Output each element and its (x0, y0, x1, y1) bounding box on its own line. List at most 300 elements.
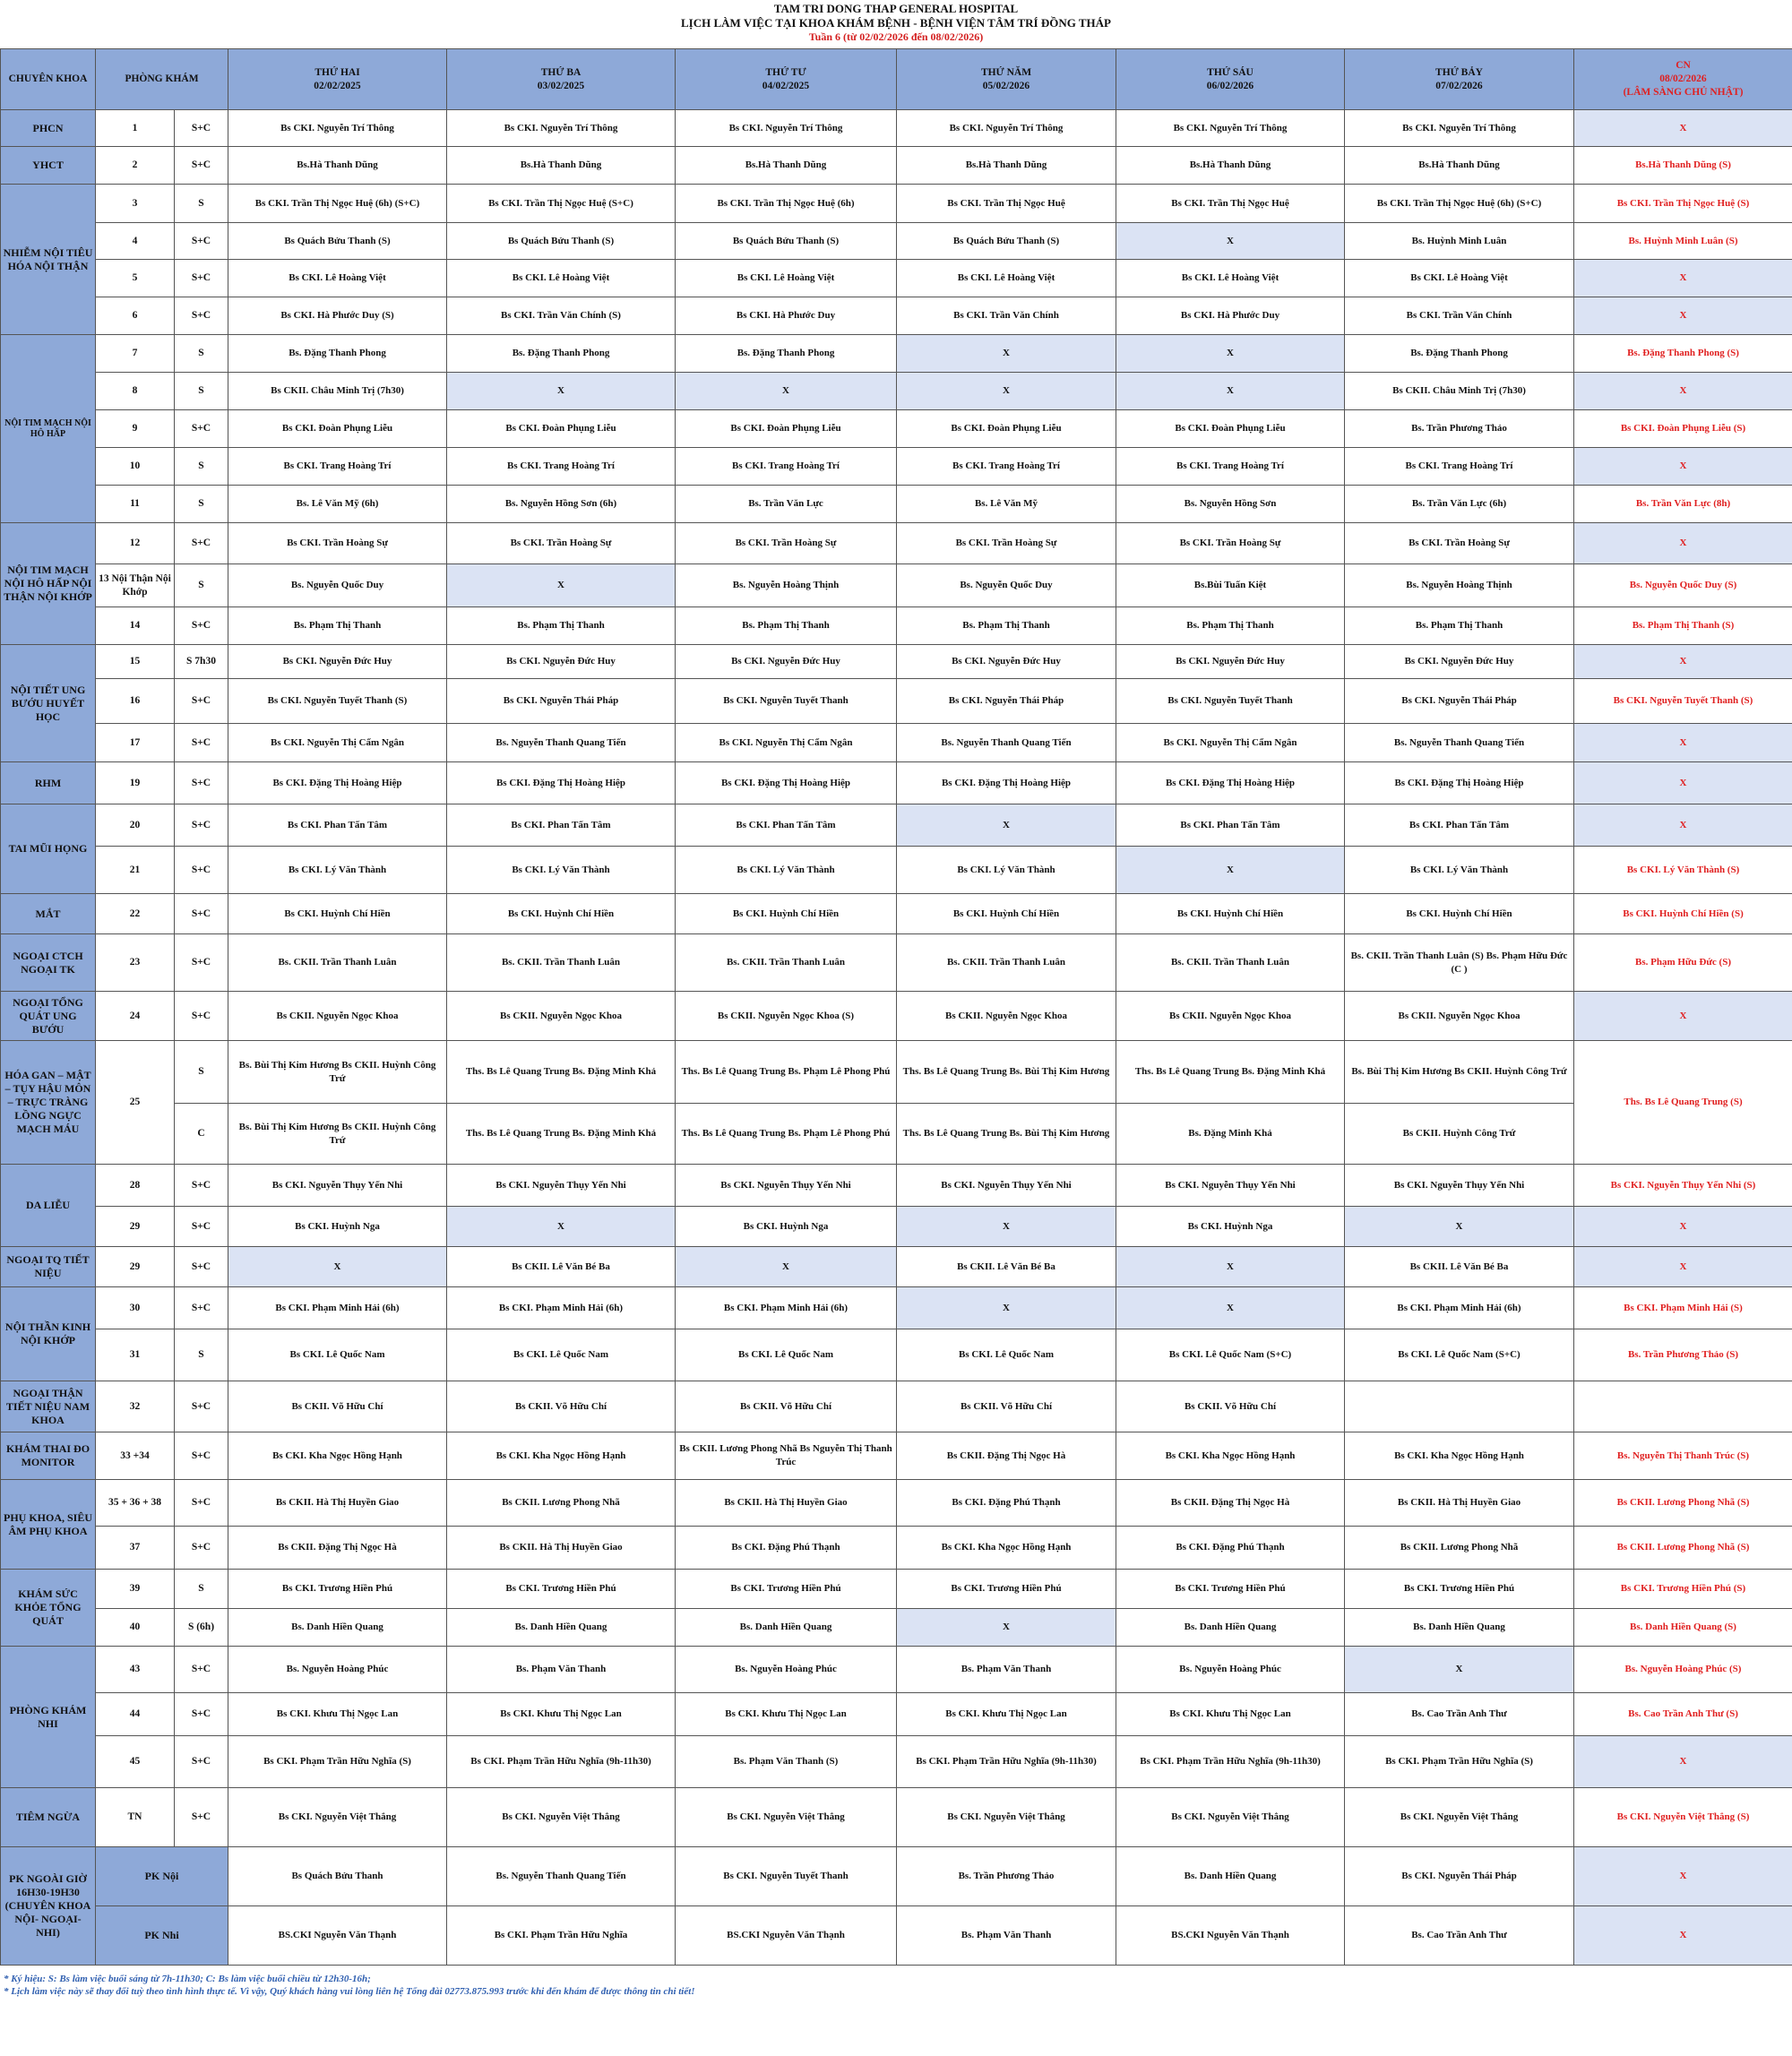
day-cell: BS.CKI Nguyễn Văn Thạnh (676, 1906, 897, 1966)
room-cell: 43 (96, 1647, 175, 1693)
day-cell: Bs CKI. Phan Tấn Tâm (1116, 804, 1345, 847)
session-cell: S+C (175, 523, 228, 564)
day-cell: Bs CKII. Hà Thị Huyền Giao (676, 1480, 897, 1527)
sunday-cell: X (1574, 110, 1792, 147)
day-cell: Bs CKII. Lương Phong Nhã Bs Nguyễn Thị Thanh Trúc (676, 1432, 897, 1480)
day-cell: Bs CKI. Hà Phước Duy (S) (228, 297, 447, 335)
specialty-cell: PHỤ KHOA, SIÊU ÂM PHỤ KHOA (1, 1480, 96, 1570)
day-cell: Bs CKII. Nguyễn Ngọc Khoa (1345, 992, 1574, 1041)
table-row (1, 607, 1792, 645)
day-cell: Bs CKI. Trần Văn Chính (897, 297, 1116, 335)
sunday-cell: Bs. Cao Trần Anh Thư (S) (1574, 1693, 1792, 1736)
day-cell: Bs. Bùi Thị Kim Hương Bs CKII. Huỳnh Công Trứ (1345, 1041, 1574, 1104)
day-cell: Bs CKI. Nguyễn Thái Pháp (447, 679, 676, 724)
day-cell: Bs. Phạm Văn Thanh (897, 1906, 1116, 1966)
sunday-cell: X (1574, 1247, 1792, 1287)
room-cell: 3 (96, 185, 175, 223)
day-cell: Bs. Phạm Thị Thanh (1116, 607, 1345, 645)
sunday-cell: Bs.Hà Thanh Dũng (S) (1574, 147, 1792, 185)
day-cell: Bs CKI. Trần Hoàng Sự (1116, 523, 1345, 564)
sunday-cell: Bs. Trần Phương Thảo (S) (1574, 1329, 1792, 1381)
sunday-cell: X (1574, 645, 1792, 679)
schedule-body (1, 110, 1792, 1966)
col-day: THỨ BA 03/02/2025 (447, 49, 676, 110)
day-cell: BS.CKI Nguyễn Văn Thạnh (1116, 1906, 1345, 1966)
table-row (1, 564, 1792, 607)
day-cell: Bs CKI. Trần Văn Chính (S) (447, 297, 676, 335)
day-cell: Bs. CKII. Trần Thanh Luân (897, 934, 1116, 992)
room-cell: 40 (96, 1609, 175, 1647)
sunday-cell: Bs. Phạm Thị Thanh (S) (1574, 607, 1792, 645)
day-cell: Bs. Đặng Thanh Phong (1345, 335, 1574, 373)
table-row (1, 1609, 1792, 1647)
day-cell: Bs CKI. Lê Hoàng Việt (447, 260, 676, 297)
table-row (1, 1647, 1792, 1693)
table-row (1, 110, 1792, 147)
day-cell: Bs CKI. Huỳnh Chí Hiền (228, 894, 447, 934)
table-row (1, 1847, 1792, 1906)
room-cell: 4 (96, 223, 175, 260)
day-cell: Bs CKI. Đặng Phú Thạnh (1116, 1527, 1345, 1570)
room-cell: 7 (96, 335, 175, 373)
day-cell: Bs CKI. Lê Quốc Nam (S+C) (1345, 1329, 1574, 1381)
sunday-cell: Bs CKI. Trương Hiền Phú (S) (1574, 1570, 1792, 1609)
room-cell: 21 (96, 847, 175, 894)
day-cell: Bs CKII. Huỳnh Công Trứ (1345, 1104, 1574, 1165)
day-cell: Bs Quách Bửu Thanh (228, 1847, 447, 1906)
day-cell: Bs CKI. Lý Văn Thành (676, 847, 897, 894)
day-cell: X (1116, 223, 1345, 260)
day-cell: Bs CKI. Hà Phước Duy (676, 297, 897, 335)
room-cell: 25 (96, 1041, 175, 1165)
session-cell: S (175, 335, 228, 373)
day-cell: Bs CKI. Nguyễn Tuyết Thanh (1116, 679, 1345, 724)
day-cell: Bs CKI. Phan Tấn Tâm (447, 804, 676, 847)
day-cell: Bs CKI. Nguyễn Việt Thắng (228, 1788, 447, 1847)
specialty-cell: PHÒNG KHÁM NHI (1, 1647, 96, 1788)
sunday-cell: X (1574, 1207, 1792, 1247)
table-row (1, 335, 1792, 373)
session-cell: S+C (175, 1788, 228, 1847)
sunday-cell: X (1574, 1847, 1792, 1906)
sunday-cell: Bs. Trần Văn Lực (8h) (1574, 486, 1792, 523)
room-cell: 22 (96, 894, 175, 934)
session-cell: S+C (175, 804, 228, 847)
day-cell: Bs CKII. Lương Phong Nhã (1345, 1527, 1574, 1570)
day-cell: Bs CKII. Đặng Thị Ngọc Hà (1116, 1480, 1345, 1527)
day-cell: Bs CKII. Hà Thị Huyền Giao (228, 1480, 447, 1527)
day-cell: Bs CKI. Huỳnh Nga (228, 1207, 447, 1247)
day-cell: X (897, 373, 1116, 410)
day-cell: Bs CKI. Đoàn Phụng Liễu (1116, 410, 1345, 448)
col-day: THỨ SÁU 06/02/2026 (1116, 49, 1345, 110)
day-cell: Bs CKI. Lê Quốc Nam (S+C) (1116, 1329, 1345, 1381)
sunday-cell: Bs CKI. Phạm Minh Hải (S) (1574, 1287, 1792, 1329)
day-cell: Bs CKI. Khưu Thị Ngọc Lan (1116, 1693, 1345, 1736)
day-cell: X (676, 373, 897, 410)
specialty-cell: NGOẠI THẬN TIẾT NIỆU NAM KHOA (1, 1381, 96, 1432)
day-cell: Bs CKI. Nguyễn Đức Huy (676, 645, 897, 679)
sunday-cell: Bs CKI. Nguyễn Việt Thắng (S) (1574, 1788, 1792, 1847)
day-cell: Bs CKI. Kha Ngọc Hồng Hạnh (228, 1432, 447, 1480)
day-cell: Bs CKI. Trần Thị Ngọc Huệ (6h) (676, 185, 897, 223)
day-cell: Bs CKI. Đặng Thị Hoàng Hiệp (1345, 762, 1574, 804)
session-cell: S (175, 564, 228, 607)
room-cell: PK Nội (96, 1847, 228, 1906)
session-cell: S+C (175, 1287, 228, 1329)
table-row (1, 448, 1792, 486)
room-cell: 29 (96, 1247, 175, 1287)
col-room: PHÒNG KHÁM (96, 49, 228, 110)
specialty-cell: NHIỄM NỘI TIÊU HÓA NỘI THẬN (1, 185, 96, 335)
sunday-cell: Bs. Đặng Thanh Phong (S) (1574, 335, 1792, 373)
day-cell: Bs CKI. Phạm Trần Hữu Nghĩa (9h-11h30) (447, 1736, 676, 1788)
day-cell: Bs CKI. Nguyễn Thụy Yến Nhi (1345, 1165, 1574, 1207)
day-cell: Bs CKII. Nguyễn Ngọc Khoa (447, 992, 676, 1041)
session-cell: S+C (175, 847, 228, 894)
day-cell: Bs CKI. Lê Hoàng Việt (228, 260, 447, 297)
session-cell: S+C (175, 1693, 228, 1736)
day-cell: Bs CKI. Nguyễn Trí Thông (676, 110, 897, 147)
col-sunday: CN 08/02/2026 (LÂM SÀNG CHỦ NHẬT) (1574, 49, 1792, 110)
room-cell: 1 (96, 110, 175, 147)
day-cell: Bs CKI. Khưu Thị Ngọc Lan (897, 1693, 1116, 1736)
day-cell: Bs CKI. Đặng Thị Hoàng Hiệp (897, 762, 1116, 804)
table-row (1, 1788, 1792, 1847)
room-cell: 6 (96, 297, 175, 335)
day-cell: Bs CKI. Trần Văn Chính (1345, 297, 1574, 335)
specialty-cell: TAI MŨI HỌNG (1, 804, 96, 894)
day-cell: Bs CKII. Lê Văn Bé Ba (897, 1247, 1116, 1287)
specialty-cell: DA LIỄU (1, 1165, 96, 1247)
day-cell: Bs CKI. Nguyễn Tuyết Thanh (676, 1847, 897, 1906)
day-cell: Bs CKI. Trang Hoàng Trí (676, 448, 897, 486)
day-cell: Bs CKI. Nguyễn Thụy Yến Nhi (228, 1165, 447, 1207)
session-cell: S+C (175, 1247, 228, 1287)
session-cell: C (175, 1104, 228, 1165)
session-cell: S+C (175, 724, 228, 762)
col-day: THỨ BẢY 07/02/2026 (1345, 49, 1574, 110)
table-row (1, 1432, 1792, 1480)
day-cell: Bs CKI. Trần Hoàng Sự (1345, 523, 1574, 564)
day-cell: Bs CKI. Lê Hoàng Việt (897, 260, 1116, 297)
day-cell: Bs. Đặng Thanh Phong (228, 335, 447, 373)
table-row (1, 992, 1792, 1041)
day-cell: Bs. Phạm Văn Thanh (447, 1647, 676, 1693)
day-cell: Bs.Hà Thanh Dũng (228, 147, 447, 185)
day-cell: Bs CKI. Đoàn Phụng Liễu (228, 410, 447, 448)
room-cell: 10 (96, 448, 175, 486)
day-cell: Bs CKI. Nguyễn Trí Thông (1345, 110, 1574, 147)
sunday-cell: Bs CKII. Lương Phong Nhã (S) (1574, 1527, 1792, 1570)
day-cell: Bs CKI. Đoàn Phụng Liễu (897, 410, 1116, 448)
day-cell: Bs. Lê Văn Mỹ (897, 486, 1116, 523)
day-cell: Bs CKI. Phan Tấn Tâm (1345, 804, 1574, 847)
day-cell: X (897, 335, 1116, 373)
day-cell: Bs CKI. Trương Hiền Phú (447, 1570, 676, 1609)
specialty-cell: KHÁM THAI ĐO MONITOR (1, 1432, 96, 1480)
day-cell: Bs CKI. Trang Hoàng Trí (228, 448, 447, 486)
day-cell: Bs CKI. Đặng Phú Thạnh (897, 1480, 1116, 1527)
day-cell: Bs CKI. Lê Hoàng Việt (1116, 260, 1345, 297)
day-cell: Bs. Trần Phương Thảo (897, 1847, 1116, 1906)
col-day: THỨ HAI 02/02/2025 (228, 49, 447, 110)
day-cell: Bs CKI. Trần Thị Ngọc Huệ (S+C) (447, 185, 676, 223)
day-cell: Bs CKI. Huỳnh Nga (676, 1207, 897, 1247)
day-cell: Ths. Bs Lê Quang Trung Bs. Đặng Minh Khả (447, 1041, 676, 1104)
day-cell: Bs CKII. Lương Phong Nhã (447, 1480, 676, 1527)
room-cell: 29 (96, 1207, 175, 1247)
day-cell: Bs CKII. Võ Hữu Chí (447, 1381, 676, 1432)
session-cell: S+C (175, 762, 228, 804)
day-cell: Bs. Nguyễn Quốc Duy (897, 564, 1116, 607)
day-cell: Bs. CKII. Trần Thanh Luân (447, 934, 676, 992)
day-cell: Bs Quách Bửu Thanh (S) (897, 223, 1116, 260)
day-cell: Bs.Hà Thanh Dũng (1116, 147, 1345, 185)
session-cell: S+C (175, 223, 228, 260)
day-cell: Bs CKII. Nguyễn Ngọc Khoa (228, 992, 447, 1041)
day-cell: Bs CKI. Nguyễn Thái Pháp (1345, 679, 1574, 724)
table-row (1, 486, 1792, 523)
specialty-cell: PHCN (1, 110, 96, 147)
day-cell: Bs CKI. Nguyễn Thái Pháp (1345, 1847, 1574, 1906)
day-cell: Bs CKI. Lê Quốc Nam (897, 1329, 1116, 1381)
table-row (1, 1527, 1792, 1570)
day-cell: Bs CKI. Phạm Trần Hữu Nghĩa (S) (1345, 1736, 1574, 1788)
table-row (1, 847, 1792, 894)
table-row (1, 1165, 1792, 1207)
room-cell: 17 (96, 724, 175, 762)
table-row (1, 1480, 1792, 1527)
table-row (1, 410, 1792, 448)
day-cell: Bs CKI. Trần Hoàng Sự (676, 523, 897, 564)
table-row (1, 1329, 1792, 1381)
session-cell: S+C (175, 410, 228, 448)
day-cell: X (897, 1609, 1116, 1647)
session-cell: S (175, 486, 228, 523)
day-cell: Bs. Phạm Thị Thanh (228, 607, 447, 645)
table-row (1, 645, 1792, 679)
room-cell: 2 (96, 147, 175, 185)
table-row (1, 934, 1792, 992)
day-cell: Bs. CKII. Trần Thanh Luân (S) Bs. Phạm Hữu Đức (C ) (1345, 934, 1574, 992)
room-cell: 45 (96, 1736, 175, 1788)
session-cell: S+C (175, 1165, 228, 1207)
table-row (1, 1693, 1792, 1736)
day-cell: Bs CKI. Khưu Thị Ngọc Lan (228, 1693, 447, 1736)
day-cell: Bs. Nguyễn Hồng Sơn (6h) (447, 486, 676, 523)
day-cell: Bs. Phạm Thị Thanh (447, 607, 676, 645)
day-cell: Bs CKI. Nguyễn Việt Thắng (1116, 1788, 1345, 1847)
table-row (1, 523, 1792, 564)
day-cell: Bs CKI. Nguyễn Việt Thắng (1345, 1788, 1574, 1847)
day-cell: Bs CKI. Trương Hiền Phú (676, 1570, 897, 1609)
day-cell: Bs. Nguyễn Hoàng Thịnh (1345, 564, 1574, 607)
sunday-cell: X (1574, 523, 1792, 564)
day-cell: Bs CKI. Nguyễn Thụy Yến Nhi (676, 1165, 897, 1207)
sunday-cell: Bs. Nguyễn Hoàng Phúc (S) (1574, 1647, 1792, 1693)
day-cell: Bs CKI. Huỳnh Nga (1116, 1207, 1345, 1247)
day-cell: Bs CKI. Khưu Thị Ngọc Lan (447, 1693, 676, 1736)
table-row (1, 1287, 1792, 1329)
day-cell: Bs. Danh Hiền Quang (1345, 1609, 1574, 1647)
day-cell: Bs CKII. Nguyễn Ngọc Khoa (897, 992, 1116, 1041)
day-cell: Bs CKI. Kha Ngọc Hồng Hạnh (897, 1527, 1116, 1570)
day-cell: Bs. Danh Hiền Quang (676, 1609, 897, 1647)
session-cell: S (175, 373, 228, 410)
table-row (1, 1570, 1792, 1609)
day-cell: Ths. Bs Lê Quang Trung Bs. Phạm Lê Phong Phú (676, 1041, 897, 1104)
day-cell: Bs. Nguyễn Hoàng Phúc (228, 1647, 447, 1693)
day-cell: Bs CKI. Khưu Thị Ngọc Lan (676, 1693, 897, 1736)
room-cell: 30 (96, 1287, 175, 1329)
room-cell: PK Nhi (96, 1906, 228, 1966)
room-cell: 23 (96, 934, 175, 992)
session-cell: S (175, 448, 228, 486)
header-row (1, 49, 1792, 110)
day-cell: Bs. Phạm Văn Thanh (S) (676, 1736, 897, 1788)
day-cell: Bs CKII. Võ Hữu Chí (228, 1381, 447, 1432)
table-row (1, 260, 1792, 297)
day-cell: Bs CKI. Phạm Trần Hữu Nghĩa (9h-11h30) (897, 1736, 1116, 1788)
footnotes (0, 1966, 1792, 1998)
room-cell: 14 (96, 607, 175, 645)
room-cell: 13 Nội Thận Nội Khớp (96, 564, 175, 607)
sunday-cell: Bs CKI. Nguyễn Tuyết Thanh (S) (1574, 679, 1792, 724)
session-cell: S+C (175, 894, 228, 934)
day-cell: Bs CKII. Nguyễn Ngọc Khoa (1116, 992, 1345, 1041)
room-cell: 35 + 36 + 38 (96, 1480, 175, 1527)
day-cell: Bs. Cao Trần Anh Thư (1345, 1906, 1574, 1966)
table-row (1, 724, 1792, 762)
day-cell: Bs CKI. Lý Văn Thành (1345, 847, 1574, 894)
table-row (1, 1041, 1792, 1104)
sunday-cell: X (1574, 992, 1792, 1041)
day-cell: Ths. Bs Lê Quang Trung Bs. Bùi Thị Kim Hương (897, 1104, 1116, 1165)
sunday-cell: Bs. Danh Hiền Quang (S) (1574, 1609, 1792, 1647)
day-cell: X (1116, 1247, 1345, 1287)
day-cell: Bs. Danh Hiền Quang (1116, 1847, 1345, 1906)
specialty-cell: PK NGOÀI GIỜ 16H30-19H30 (CHUYÊN KHOA NỘI- NGOẠI- NHI) (1, 1847, 96, 1966)
specialty-cell: NGOẠI TỔNG QUÁT UNG BƯỚU (1, 992, 96, 1041)
day-cell: Bs. Nguyễn Thanh Quang Tiến (897, 724, 1116, 762)
day-cell: Bs CKI. Phạm Minh Hải (6h) (228, 1287, 447, 1329)
day-cell: Bs. Đặng Thanh Phong (676, 335, 897, 373)
session-cell: S (175, 1329, 228, 1381)
day-cell: Bs CKI. Lý Văn Thành (228, 847, 447, 894)
table-row (1, 147, 1792, 185)
day-cell (1345, 1381, 1574, 1432)
session-cell: S+C (175, 297, 228, 335)
day-cell: BS.CKI Nguyễn Văn Thạnh (228, 1906, 447, 1966)
day-cell: Bs CKI. Phan Tấn Tâm (676, 804, 897, 847)
day-cell: X (447, 1207, 676, 1247)
room-cell: 44 (96, 1693, 175, 1736)
sunday-cell: X (1574, 1906, 1792, 1966)
table-row (1, 223, 1792, 260)
room-cell: 32 (96, 1381, 175, 1432)
session-cell: S+C (175, 147, 228, 185)
session-cell: S+C (175, 934, 228, 992)
session-cell: S+C (175, 110, 228, 147)
day-cell: Ths. Bs Lê Quang Trung Bs. Bùi Thị Kim Hương (897, 1041, 1116, 1104)
page-header (0, 0, 1792, 48)
day-cell: Bs CKII. Đặng Thị Ngọc Hà (897, 1432, 1116, 1480)
day-cell: Bs CKI. Đặng Thị Hoàng Hiệp (1116, 762, 1345, 804)
room-cell: 15 (96, 645, 175, 679)
day-cell: Bs CKI. Nguyễn Đức Huy (228, 645, 447, 679)
day-cell: Bs. Nguyễn Hoàng Phúc (1116, 1647, 1345, 1693)
table-row (1, 679, 1792, 724)
day-cell: Bs CKI. Trần Thị Ngọc Huệ (1116, 185, 1345, 223)
day-cell: Bs CKI. Nguyễn Thị Cẩm Ngân (1116, 724, 1345, 762)
hospital-name: TAM TRI DONG THAP GENERAL HOSPITAL (773, 2, 1019, 15)
sunday-cell: X (1574, 297, 1792, 335)
day-cell: Bs CKII. Hà Thị Huyền Giao (447, 1527, 676, 1570)
day-cell: Bs. Nguyễn Hoàng Phúc (676, 1647, 897, 1693)
day-cell: Bs CKI. Nguyễn Đức Huy (1116, 645, 1345, 679)
sunday-cell: X (1574, 448, 1792, 486)
room-cell: 19 (96, 762, 175, 804)
specialty-cell: NỘI TIM MẠCH NỘI HÔ HẤP NỘI THẬN NỘI KHỚP (1, 523, 96, 645)
specialty-cell: HÓA GAN – MẬT – TỤY HẬU MÔN – TRỰC TRÀNG LỒNG NGỰC MẠCH MÁU (1, 1041, 96, 1165)
day-cell: X (1116, 1287, 1345, 1329)
day-cell: Bs CKI. Phạm Trần Hữu Nghĩa (447, 1906, 676, 1966)
day-cell: X (897, 1287, 1116, 1329)
day-cell: Bs CKI. Lê Hoàng Việt (676, 260, 897, 297)
sunday-cell: Bs CKI. Nguyễn Thụy Yến Nhi (S) (1574, 1165, 1792, 1207)
day-cell: Bs Quách Bửu Thanh (S) (676, 223, 897, 260)
specialty-cell: NỘI THẦN KINH NỘI KHỚP (1, 1287, 96, 1381)
day-cell: Bs CKI. Nguyễn Việt Thắng (447, 1788, 676, 1847)
day-cell: Bs.Bùi Tuấn Kiệt (1116, 564, 1345, 607)
room-cell: 9 (96, 410, 175, 448)
sunday-cell: X (1574, 1736, 1792, 1788)
table-row (1, 1104, 1792, 1165)
sunday-cell: X (1574, 762, 1792, 804)
session-cell: S+C (175, 607, 228, 645)
day-cell: Bs. Phạm Thị Thanh (897, 607, 1116, 645)
day-cell: Bs.Hà Thanh Dũng (897, 147, 1116, 185)
day-cell: Bs CKII. Hà Thị Huyền Giao (1345, 1480, 1574, 1527)
room-cell: TN (96, 1788, 175, 1847)
day-cell: Bs CKII. Châu Minh Trị (7h30) (228, 373, 447, 410)
session-cell: S+C (175, 1647, 228, 1693)
room-cell: 24 (96, 992, 175, 1041)
schedule-table (0, 48, 1792, 1966)
specialty-cell: TIÊM NGỪA (1, 1788, 96, 1847)
session-cell: S+C (175, 679, 228, 724)
day-cell: Bs CKI. Nguyễn Đức Huy (447, 645, 676, 679)
specialty-cell: NỘI TIẾT UNG BƯỚU HUYẾT HỌC (1, 645, 96, 762)
day-cell: Bs CKII. Võ Hữu Chí (897, 1381, 1116, 1432)
table-row (1, 297, 1792, 335)
day-cell: Bs CKI. Trương Hiền Phú (897, 1570, 1116, 1609)
day-cell: Bs. Nguyễn Thanh Quang Tiến (1345, 724, 1574, 762)
day-cell: Bs CKI. Nguyễn Thụy Yến Nhi (897, 1165, 1116, 1207)
table-row (1, 1736, 1792, 1788)
sunday-cell: Bs. Nguyễn Quốc Duy (S) (1574, 564, 1792, 607)
sunday-cell: Bs CKI. Huỳnh Chí Hiền (S) (1574, 894, 1792, 934)
day-cell: Ths. Bs Lê Quang Trung Bs. Phạm Lê Phong Phú (676, 1104, 897, 1165)
specialty-cell: KHÁM SỨC KHỎE TỔNG QUÁT (1, 1570, 96, 1647)
day-cell: X (897, 804, 1116, 847)
specialty-cell: MẮT (1, 894, 96, 934)
sunday-cell: Bs CKI. Đoàn Phụng Liễu (S) (1574, 410, 1792, 448)
day-cell: Bs CKII. Nguyễn Ngọc Khoa (S) (676, 992, 897, 1041)
room-cell: 12 (96, 523, 175, 564)
day-cell: Bs CKI. Phạm Minh Hải (6h) (676, 1287, 897, 1329)
